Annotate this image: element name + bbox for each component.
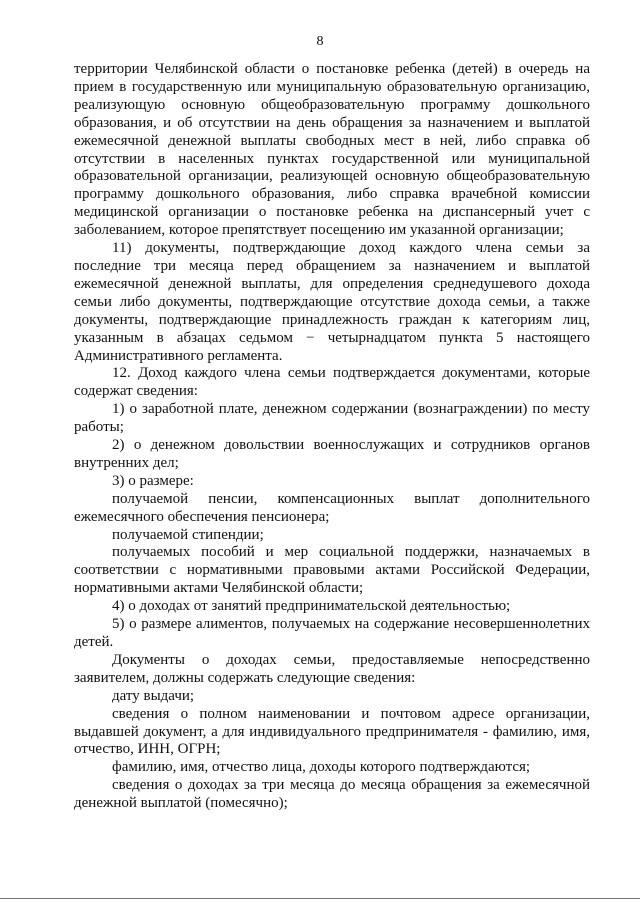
paragraph: 11) документы, подтверждающие доход каждого члена семьи за последние три месяца перед обращением за назначением и выплатой ежемесячной денежной выплаты, для определения среднедушевого дохода семьи либо документы, подтверждающие отсутствие дохода семьи, а также документы, подтверждающие принадлежность граждан к категориям лиц, указанным в абзацах седьмом − четырнадцатом пункта 5 настоящего Административного регламента.: [74, 240, 590, 364]
page-number: 8: [316, 34, 324, 49]
paragraph: Документы о доходах семьи, предоставляемые непосредственно заявителем, должны содержать следующие сведения:: [74, 651, 590, 686]
document-body: [74, 61, 590, 813]
paragraph: получаемой стипендии;: [112, 526, 264, 543]
paragraph: получаемых пособий и мер социальной поддержки, назначаемых в соответствии с нормативными правовыми актами Российской Федерации, нормативными актами Челябинской области;: [74, 544, 590, 597]
paragraph: территории Челябинской области о постановке ребенка (детей) в очередь на прием в государственную или муниципальную образовательную организацию, реализующую основную общеобразовательную программу дошкольного образования, и об отсутствии на день обращения за назначением и выплатой ежемесячной денежной выплаты свободных мест в ней, либо справка об отсутствии в населенных пунктах государственной или муниципальной образовательной организации, реализующей основную общеобразовательную программу дошкольного образования, либо справка врачебной комиссии медицинской организации о постановке ребенка на диспансерный учет с заболеванием, которое препятствует посещению им указанной организации;: [74, 61, 590, 239]
page-bottom-edge: [0, 898, 640, 899]
paragraph: получаемой пенсии, компенсационных выплат дополнительного ежемесячного обеспечения пенсионера;: [74, 490, 590, 525]
paragraph: дату выдачи;: [112, 687, 195, 704]
paragraph: 1) о заработной плате, денежном содержании (вознаграждении) по месту работы;: [74, 401, 590, 436]
paragraph: 2) о денежном довольствии военнослужащих и сотрудников органов внутренних дел;: [74, 437, 590, 471]
paragraph: 4) о доходах от занятий предпринимательской деятельностью;: [112, 598, 511, 615]
paragraph: фамилию, имя, отчество лица, доходы которого подтверждаются;: [112, 759, 531, 776]
paragraph: сведения о доходах за три месяца до месяца обращения за ежемесячной денежной выплатой (помесячно);: [74, 777, 590, 812]
paragraph: сведения о полном наименовании и почтовом адресе организации, выдавшей документ, а для индивидуального предпринимателя - фамилию, имя, отчество, ИНН, ОГРН;: [74, 705, 590, 758]
paragraph: 5) о размере алиментов, получаемых на содержание несовершеннолетних детей.: [74, 616, 590, 650]
paragraph: 3) о размере:: [112, 472, 194, 489]
paragraph: 12. Доход каждого члена семьи подтверждается документами, которые содержат сведения:: [74, 365, 590, 400]
